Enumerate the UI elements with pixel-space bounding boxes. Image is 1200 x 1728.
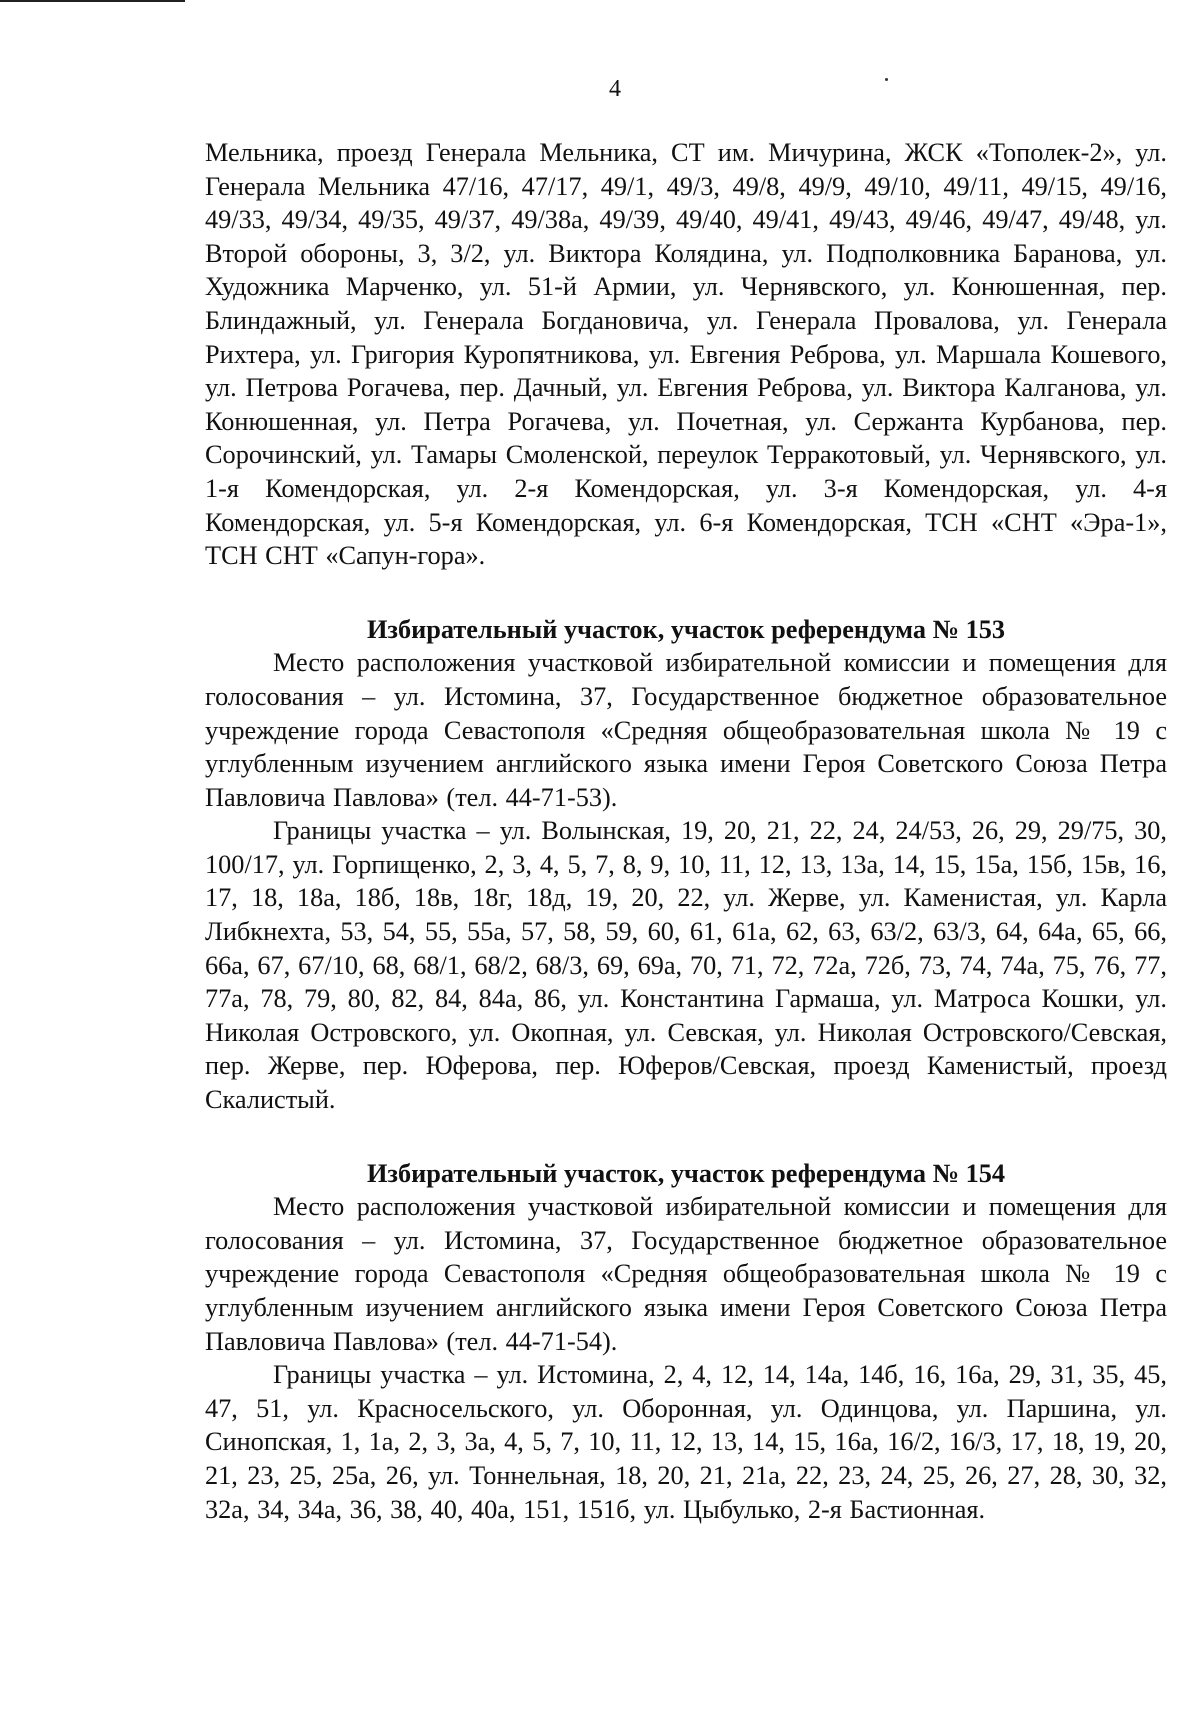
section-spacer xyxy=(205,573,1167,613)
precinct-location-154: Место расположения участковой избирательной комиссии и помещения для голосования – ул. Истомина, 37, Государственное бюджетное образовательное учреждение города Севастополя «Средняя общеобразовательная школа № 19 с углубленным изучением английского языка имени Героя Советского Союза Петра Павловича Павлова» (тел. 44-71-54). xyxy=(205,1192,1167,1356)
precinct-location-153: Место расположения участковой избирательной комиссии и помещения для голосования – ул. Истомина, 37, Государственное бюджетное образовательное учреждение города Севастополя «Средняя общеобразовательная школа № 19 с углубленным изучением английского языка имени Героя Советского Союза Петра Павловича Павлова» (тел. 44-71-53). xyxy=(205,648,1167,812)
page-number: 4 xyxy=(609,76,621,102)
scan-edge-mark xyxy=(0,0,185,2)
continued-boundaries-paragraph: Мельника, проезд Генерала Мельника, СТ им. Мичурина, ЖСК «Тополек-2», ул. Генерала Мельника 47/16, 47/17, 49/1, 49/3, 49/8, 49/9, 49/10, 49/11, 49/15, 49/16, 49/33, 49/34, 49/35, 49/37, 49/38а, 49/39, 49/40, 49/41, 49/43, 49/46, 49/47, 49/48, ул. Второй обороны, 3, 3/2, ул. Виктора Колядина, ул. Подполковника Баранова, ул. Художника Марченко, ул. 51-й Армии, ул. Чернявского, ул. Конюшенная, пер. Блиндажный, ул. Генерала Богдановича, ул. Генерала Провалова, ул. Генерала Рихтера, ул. Григория Куропятникова, ул. Евгения Реброва, ул. Маршала Кошевого, ул. Петрова Рогачева, пер. Дачный, ул. Евгения Реброва, ул. Виктора Калганова, ул. Конюшенная, ул. Петра Рогачева, ул. Почетная, ул. Сержанта Курбанова, пер. Сорочинский, ул. Тамары Смоленской, переулок Терракотовый, ул. Чернявского, ул. 1-я Комендорская, ул. 2-я Комендорская, ул. 3-я Комендорская, ул. 4-я Комендорская, ул. 5-я Комендорская, ул. 6-я Комендорская, ТСН «СНТ «Эра-1», ТСН СНТ «Сапун-гора». xyxy=(205,138,1167,571)
precinct-boundaries-154: Границы участка – ул. Истомина, 2, 4, 12, 14, 14а, 14б, 16, 16а, 29, 31, 35, 45, 47, 51, ул. Красносельского, ул. Оборонная, ул. Одинцова, ул. Паршина, ул. Синопская, 1, 1а, 2, 3, 3а, 4, 5, 7, 10, 11, 12, 13, 14, 15, 16а, 16/2, 16/3, 17, 18, 19, 20, 21, 23, 25, 25а, 26, ул. Тоннельная, 18, 20, 21, 21а, 22, 23, 24, 25, 26, 27, 28, 30, 32, 32а, 34, 34а, 36, 38, 40, 40а, 151, 151б, ул. Цыбулько, 2-я Бастионная. xyxy=(205,1360,1167,1524)
precinct-boundaries-153: Границы участка – ул. Волынская, 19, 20, 21, 22, 24, 24/53, 26, 29, 29/75, 30, 100/17, ул. Горпищенко, 2, 3, 4, 5, 7, 8, 9, 10, 11, 12, 13, 13а, 14, 15, 15а, 15б, 15в, 16, 17, 18, 18а, 18б, 18в, 18г, 18д, 19, 20, 22, ул. Жерве, ул. Каменистая, ул. Карла Либкнехта, 53, 54, 55, 55а, 57, 58, 59, 60, 61, 61а, 62, 63, 63/2, 63/3, 64, 64а, 65, 66, 66а, 67, 67/10, 68, 68/1, 68/2, 68/3, 69, 69а, 70, 71, 72, 72а, 72б, 73, 74, 74а, 75, 76, 77, 77а, 78, 79, 80, 82, 84, 84а, 86, ул. Константина Гармаша, ул. Матроса Кошки, ул. Николая Островского, ул. Окопная, ул. Севская, ул. Николая Островского/Севская, пер. Жерве, пер. Юферова, пер. Юферов/Севская, проезд Каменистый, проезд Скалистый. xyxy=(205,816,1167,1115)
precinct-section-153 xyxy=(205,613,1167,1117)
section-spacer xyxy=(205,1117,1167,1157)
precinct-heading-153: Избирательный участок, участок референдума № 153 xyxy=(366,614,1006,644)
precinct-heading-154: Избирательный участок, участок референдума № 154 xyxy=(366,1158,1006,1188)
precinct-section-154 xyxy=(205,1157,1167,1527)
document-body xyxy=(205,136,1167,1526)
